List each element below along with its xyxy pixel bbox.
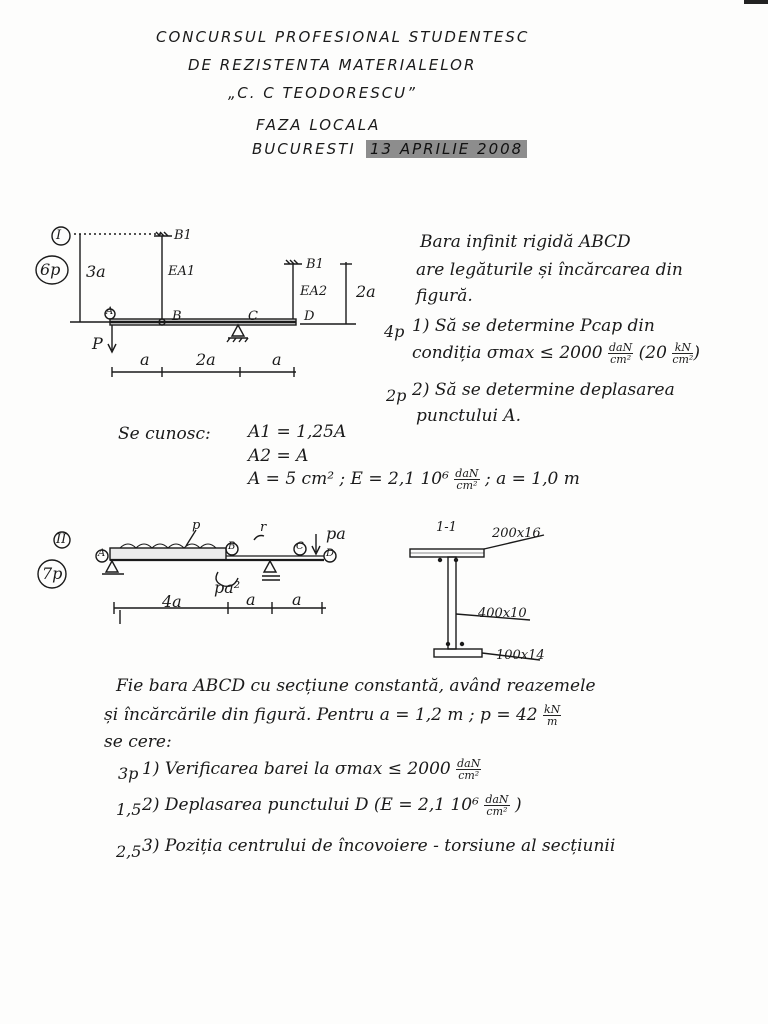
header-line-4: FAZA LOCALA	[256, 116, 381, 134]
p1-q1-condition: condiția σmax ≤ 2000 $\frac{\text{daN}}{\text{cm²}}$ (20 $\frac{kN}{\text{cm²}}$ )	[412, 341, 700, 366]
p2-label-p: p	[192, 518, 201, 533]
p1-q2-a: 2) Să se determine deplasarea	[412, 380, 675, 400]
p2-label-d: D	[326, 548, 335, 559]
p2-statement-2	[104, 704, 561, 727]
dim-3a: 3a	[86, 262, 106, 281]
scan-edge	[744, 0, 768, 4]
label-p: P	[92, 334, 103, 353]
label-c: C	[248, 309, 258, 324]
label-d: D	[304, 309, 315, 324]
problem-1-points: 6p	[40, 260, 61, 279]
header-line-1: CONCURSUL PROFESIONAL STUDENTESC	[156, 28, 530, 46]
top-flange-size: 200x16	[492, 526, 541, 541]
p2-dim-a-1: a	[246, 590, 256, 609]
p2-statement-3: se cere:	[104, 732, 172, 752]
p2-q1-points: 3p	[118, 764, 139, 783]
problem-1-number: I	[56, 228, 62, 243]
section-label: 1-1	[436, 520, 457, 535]
label-ea1: EA1	[168, 264, 196, 279]
p2-statement-2-text: și încărcările din figură. Pentru a = 1,2 m ; p = 42	[104, 705, 538, 725]
p2-statement-1: Fie bara ABCD cu secțiune constantă, având reazemele	[116, 676, 596, 696]
p1-q2-b: punctului A.	[416, 406, 521, 426]
p2-label-pa2: pa²	[214, 578, 241, 597]
dim-a-1: a	[140, 350, 150, 369]
p2-q2-points: 1,5	[116, 800, 142, 819]
header-date: 13 APRILIE 2008	[366, 140, 527, 158]
p2-label-a: A	[98, 548, 106, 559]
p2-q2-text: 2) Deplasarea punctului D (E = 2,1 10⁶	[142, 795, 479, 815]
p1-known-label: Se cunosc:	[118, 424, 211, 444]
p1-known-4: ; a = 1,0 m	[484, 469, 580, 489]
dim-2a-height: 2a	[356, 282, 376, 301]
p1-q2-points: 2p	[386, 386, 407, 405]
header-line-2: DE REZISTENTA MATERIALELOR	[188, 56, 477, 74]
p2-q1-text: 1) Verificarea barei la σmax ≤ 2000	[142, 759, 451, 779]
problem-2-points: 7p	[42, 564, 63, 583]
p1-known-3-unit: $\frac{\text{daN}}{\text{cm²}}$	[455, 467, 479, 492]
section-web	[448, 557, 456, 649]
header-city: BUCURESTI	[252, 140, 356, 158]
p1-known-2: A2 = A	[248, 446, 309, 466]
p2-q3-points: 2,5	[116, 842, 142, 861]
p2-dim-4a: 4a	[162, 592, 182, 611]
dim-a-2: a	[272, 350, 282, 369]
label-b1-right: B1	[306, 257, 324, 272]
p2-q2	[142, 794, 522, 817]
p2-q2-end: )	[514, 795, 522, 815]
p1-statement-3: figură.	[416, 286, 473, 306]
p2-label-b: B	[228, 541, 236, 552]
p2-q3: 3) Poziția centrului de încovoiere - torsiune al secțiunii	[142, 836, 616, 856]
p1-q1: 1) Să se determine Pcap din	[412, 316, 655, 336]
problem-2-number: II	[56, 532, 67, 547]
header-line-3: „C. C TEODORESCU”	[228, 84, 417, 102]
label-ea2: EA2	[300, 284, 328, 299]
label-b1-left: B1	[174, 228, 192, 243]
p2-q1	[142, 758, 481, 781]
p1-statement-2: are legăturile și încărcarea din	[416, 260, 683, 280]
p2-label-r: r	[260, 520, 267, 535]
dim-2a: 2a	[196, 350, 216, 369]
p2-label-pa: pa	[326, 524, 346, 543]
p2-label-c: C	[296, 541, 304, 552]
p2-dim-a-2: a	[292, 590, 302, 609]
p2-statement-2-unit: $\frac{kN}{m}$	[544, 703, 561, 728]
label-a: A	[106, 306, 114, 317]
p2-q1-unit: $\frac{\text{daN}}{\text{cm²}}$	[457, 757, 481, 782]
p1-known-1: A1 = 1,25A	[248, 422, 347, 442]
bottom-flange-size: 100x14	[496, 648, 545, 663]
web-size: 400x10	[478, 606, 527, 621]
p1-q1-points: 4p	[384, 322, 405, 341]
p2-q2-unit: $\frac{\text{daN}}{\text{cm²}}$	[485, 793, 509, 818]
p1-known-3-text: A = 5 cm² ; E = 2,1 10⁶	[248, 469, 449, 489]
p1-q1-condition-text: condiția σmax ≤ 2000	[412, 343, 603, 363]
section-bottom-flange	[434, 649, 482, 657]
p1-statement-1: Bara infinit rigidă ABCD	[420, 232, 631, 252]
label-b: B	[172, 309, 182, 324]
p1-q1-alt: (20	[638, 343, 667, 363]
p1-q1-unit: $\frac{\text{daN}}{\text{cm²}}$	[609, 341, 633, 366]
p1-q1-alt-unit: $\frac{kN}{\text{cm²}}$	[672, 341, 694, 366]
